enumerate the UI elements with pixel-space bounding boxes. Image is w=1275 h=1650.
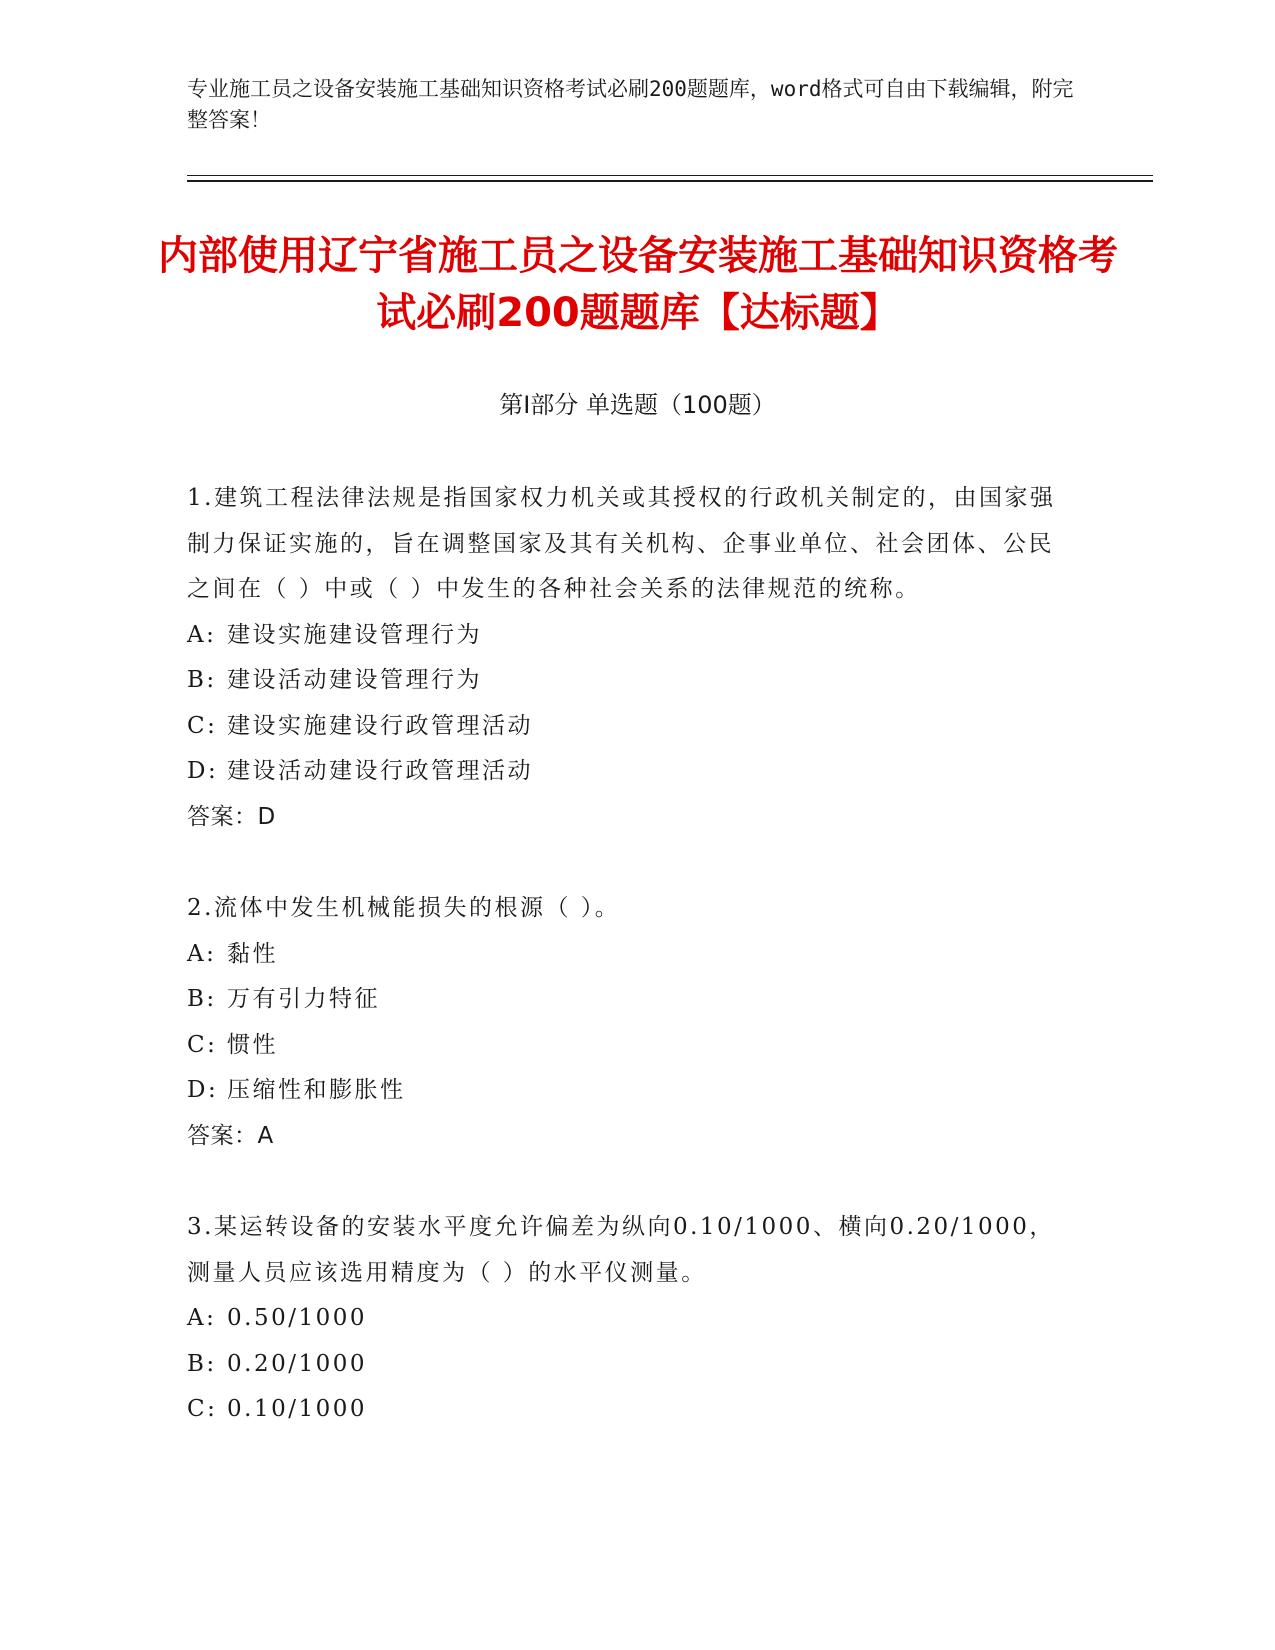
option-text: 0.50/1000 bbox=[227, 1305, 367, 1331]
option-text: 0.10/1000 bbox=[227, 1396, 367, 1422]
option-text: 惯性 bbox=[227, 1031, 278, 1058]
option-c bbox=[187, 1023, 1067, 1069]
question-1 bbox=[187, 476, 1067, 840]
question-list bbox=[187, 476, 1067, 1479]
option-a bbox=[187, 1296, 1067, 1342]
answer-line bbox=[187, 795, 1067, 841]
option-a bbox=[187, 932, 1067, 978]
option-letter: D: bbox=[187, 758, 219, 784]
option-letter: C: bbox=[187, 712, 218, 739]
header-note: 专业施工员之设备安装施工基础知识资格考试必刷200题题库，word格式可自由下载编辑，附完整答案！ bbox=[187, 77, 1074, 132]
question-stem: 1.建筑工程法律法规是指国家权力机关或其授权的行政机关制定的，由国家强制力保证实施的，旨在调整国家及其有关机构、企事业单位、社会团体、公民之间在（ ）中或（ ）中发生的各种社会关系的法律规范的统称。 bbox=[187, 485, 1056, 602]
answer-label: 答案： bbox=[187, 803, 258, 830]
option-d bbox=[187, 749, 1067, 795]
question-stem: 3.某运转设备的安装水平度允许偏差为纵向0.10/1000、横向0.20/1000，测量人员应该选用精度为（ ）的水平仪测量。 bbox=[187, 1214, 1055, 1286]
option-c bbox=[187, 1387, 1067, 1433]
option-letter: D: bbox=[187, 1077, 219, 1103]
header-divider-thick bbox=[187, 180, 1153, 182]
option-text: 建设活动建设管理行为 bbox=[227, 667, 482, 693]
option-d bbox=[187, 1068, 1067, 1114]
option-c bbox=[187, 704, 1067, 750]
answer-line bbox=[187, 1114, 1067, 1160]
document-title: 内部使用辽宁省施工员之设备安装施工基础知识资格考试必刷200题题库【达标题】 bbox=[158, 233, 1118, 336]
option-letter: A: bbox=[187, 621, 217, 648]
question-2 bbox=[187, 886, 1067, 1159]
option-letter: C: bbox=[187, 1031, 218, 1058]
option-text: 压缩性和膨胀性 bbox=[227, 1077, 406, 1103]
answer-value: D bbox=[257, 803, 276, 830]
option-a bbox=[187, 613, 1067, 659]
option-letter: B: bbox=[187, 1350, 217, 1377]
option-letter: B: bbox=[187, 667, 217, 693]
option-text: 万有引力特征 bbox=[227, 986, 380, 1012]
question-stem: 2.流体中发生机械能损失的根源（ ）。 bbox=[187, 895, 621, 921]
option-letter: B: bbox=[187, 986, 217, 1012]
option-text: 建设实施建设管理行为 bbox=[227, 621, 482, 648]
option-text: 建设实施建设行政管理活动 bbox=[227, 712, 533, 739]
answer-value: A bbox=[257, 1122, 274, 1149]
answer-label: 答案： bbox=[187, 1122, 258, 1149]
option-text: 黏性 bbox=[227, 940, 278, 967]
option-text: 0.20/1000 bbox=[227, 1350, 367, 1377]
section-heading: 第Ⅰ部分 单选题（100题） bbox=[499, 391, 776, 419]
option-letter: A: bbox=[187, 1305, 217, 1331]
question-3 bbox=[187, 1205, 1067, 1433]
option-letter: A: bbox=[187, 940, 217, 967]
option-b bbox=[187, 977, 1067, 1023]
option-b bbox=[187, 658, 1067, 704]
header-divider-thin bbox=[187, 175, 1153, 176]
option-letter: C: bbox=[187, 1396, 218, 1422]
option-b bbox=[187, 1342, 1067, 1388]
option-text: 建设活动建设行政管理活动 bbox=[227, 758, 533, 784]
